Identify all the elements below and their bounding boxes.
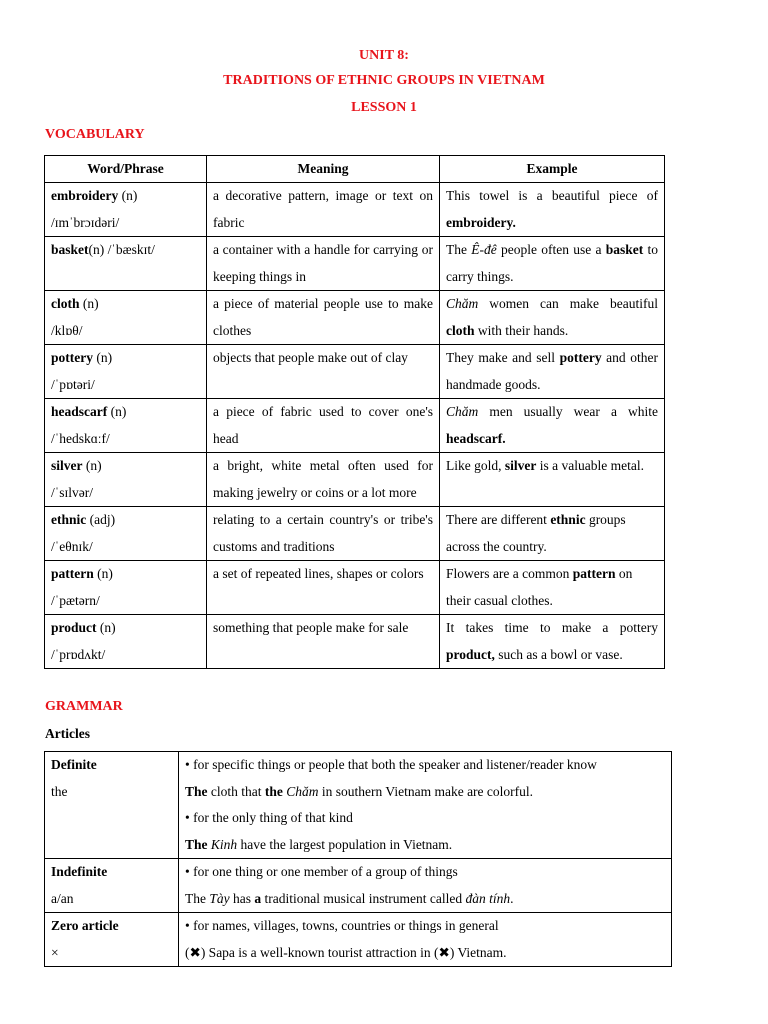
word-cell [45, 399, 207, 453]
example-cell: The Ê-đê people often use a basket to carry things. [440, 237, 665, 291]
table-row [45, 399, 665, 453]
usage-rule: • for one thing or one member of a group of things [185, 864, 458, 879]
pronunciation: /ˈeθnɪk/ [51, 538, 93, 554]
table-row [45, 507, 665, 561]
meaning-cell: objects that people make out of clay [207, 345, 440, 399]
word: basket [51, 242, 89, 257]
part-of-speech: (n) [121, 188, 138, 203]
usage-example: The Tày has a traditional musical instrument called đàn tính. [185, 890, 514, 906]
pronunciation: /ˈhedskɑːf/ [51, 430, 110, 446]
unit-number: UNIT 8: [359, 48, 409, 63]
meaning-cell: a piece of material people use to make clothes [207, 291, 440, 345]
zero-article-icon: ✖ [189, 944, 201, 960]
word: cloth [51, 296, 80, 311]
grammar-heading: GRAMMAR [45, 699, 123, 714]
example-cell: Like gold, silver is a valuable metal. [440, 453, 665, 507]
zero-article-icon: × [51, 944, 59, 960]
word: embroidery [51, 188, 119, 203]
meaning-cell: a container with a handle for carrying or keeping things in [207, 237, 440, 291]
word-cell [45, 345, 207, 399]
meaning-cell: a decorative pattern, image or text on fabric [207, 183, 440, 237]
word: product [51, 620, 97, 635]
article-type: Indefinite [51, 864, 108, 879]
vocabulary-header-row [45, 156, 665, 183]
column-header-meaning: Meaning [207, 156, 440, 183]
pronunciation: /klɒθ/ [51, 322, 83, 338]
word-cell [45, 561, 207, 615]
part-of-speech: (n) [82, 296, 99, 311]
zero-article-icon: ✖ [438, 944, 450, 960]
table-row [45, 183, 665, 237]
meaning-cell: a bright, white metal often used for making jewelry or coins or a lot more [207, 453, 440, 507]
pronunciation: /ˈsɪlvər/ [51, 484, 93, 500]
articles-table [44, 751, 672, 967]
usage-rule: • for specific things or people that both the speaker and listener/reader know [185, 757, 597, 772]
word-cell [45, 183, 207, 237]
table-row [45, 453, 665, 507]
meaning-cell: a set of repeated lines, shapes or colors [207, 561, 440, 615]
word-cell [45, 615, 207, 669]
meaning-cell: something that people make for sale [207, 615, 440, 669]
word-cell [45, 453, 207, 507]
articles-subheading: Articles [45, 726, 90, 741]
article-usage-cell [179, 859, 672, 913]
article-type-cell [45, 752, 179, 859]
meaning-cell: a piece of fabric used to cover one's head [207, 399, 440, 453]
example-cell: Chăm men usually wear a white headscarf. [440, 399, 665, 453]
article-type-cell [45, 913, 179, 967]
part-of-speech: (n) [110, 404, 127, 419]
pronunciation: /ˈpætərn/ [51, 592, 100, 608]
part-of-speech: (n) [97, 566, 113, 581]
usage-rule: • for the only thing of that kind [185, 810, 353, 825]
usage-rule: • for names, villages, towns, countries or things in general [185, 918, 499, 933]
table-row [45, 752, 672, 859]
article-type: Definite [51, 757, 97, 772]
example-cell: It takes time to make a pottery product, such as a bowl or vase. [440, 615, 665, 669]
part-of-speech: (n) /ˈbæskɪt/ [88, 242, 155, 257]
vocabulary-table [44, 155, 665, 669]
part-of-speech: (n) [96, 350, 113, 365]
vocabulary-heading: VOCABULARY [45, 127, 145, 142]
example-cell: Flowers are a common pattern on their casual clothes. [440, 561, 665, 615]
meaning-cell: relating to a certain country's or tribe's customs and traditions [207, 507, 440, 561]
part-of-speech: (n) [99, 620, 116, 635]
word: headscarf [51, 404, 108, 419]
article-type-cell [45, 859, 179, 913]
word: silver [51, 458, 83, 473]
column-header-example: Example [440, 156, 665, 183]
table-row [45, 913, 672, 967]
table-row [45, 345, 665, 399]
example-cell: Chăm women can make beautiful cloth with their hands. [440, 291, 665, 345]
word: pattern [51, 566, 94, 581]
column-header-word: Word/Phrase [45, 156, 207, 183]
usage-example: The Kinh have the largest population in Vietnam. [185, 836, 453, 852]
example-cell: There are different ethnic groups across the country. [440, 507, 665, 561]
table-row [45, 615, 665, 669]
part-of-speech: (n) [85, 458, 102, 473]
word-cell [45, 291, 207, 345]
article-type: Zero article [51, 918, 119, 933]
article-usage-cell [179, 752, 672, 859]
usage-example: (✖) Sapa is a well-known tourist attraction in (✖) Vietnam. [185, 944, 507, 960]
part-of-speech: (adj) [89, 512, 116, 527]
word-cell [45, 237, 207, 291]
word: ethnic [51, 512, 87, 527]
pronunciation: /ɪmˈbrɔɪdəri/ [51, 214, 120, 230]
word-cell [45, 507, 207, 561]
example-cell: This towel is a beautiful piece of embroidery. [440, 183, 665, 237]
word: pottery [51, 350, 93, 365]
unit-title: TRADITIONS OF ETHNIC GROUPS IN VIETNAM [223, 73, 545, 88]
article-usage-cell [179, 913, 672, 967]
pronunciation: /ˈpɒtəri/ [51, 376, 95, 392]
article-form: a/an [51, 890, 74, 906]
example-cell: They make and sell pottery and other handmade goods. [440, 345, 665, 399]
lesson-title: LESSON 1 [351, 100, 417, 115]
table-row [45, 561, 665, 615]
pronunciation: /ˈprɒdʌkt/ [51, 646, 106, 662]
usage-example: The cloth that the Chăm in southern Vietnam make are colorful. [185, 783, 534, 799]
article-form: the [51, 783, 68, 799]
table-row [45, 237, 665, 291]
table-row [45, 859, 672, 913]
table-row [45, 291, 665, 345]
